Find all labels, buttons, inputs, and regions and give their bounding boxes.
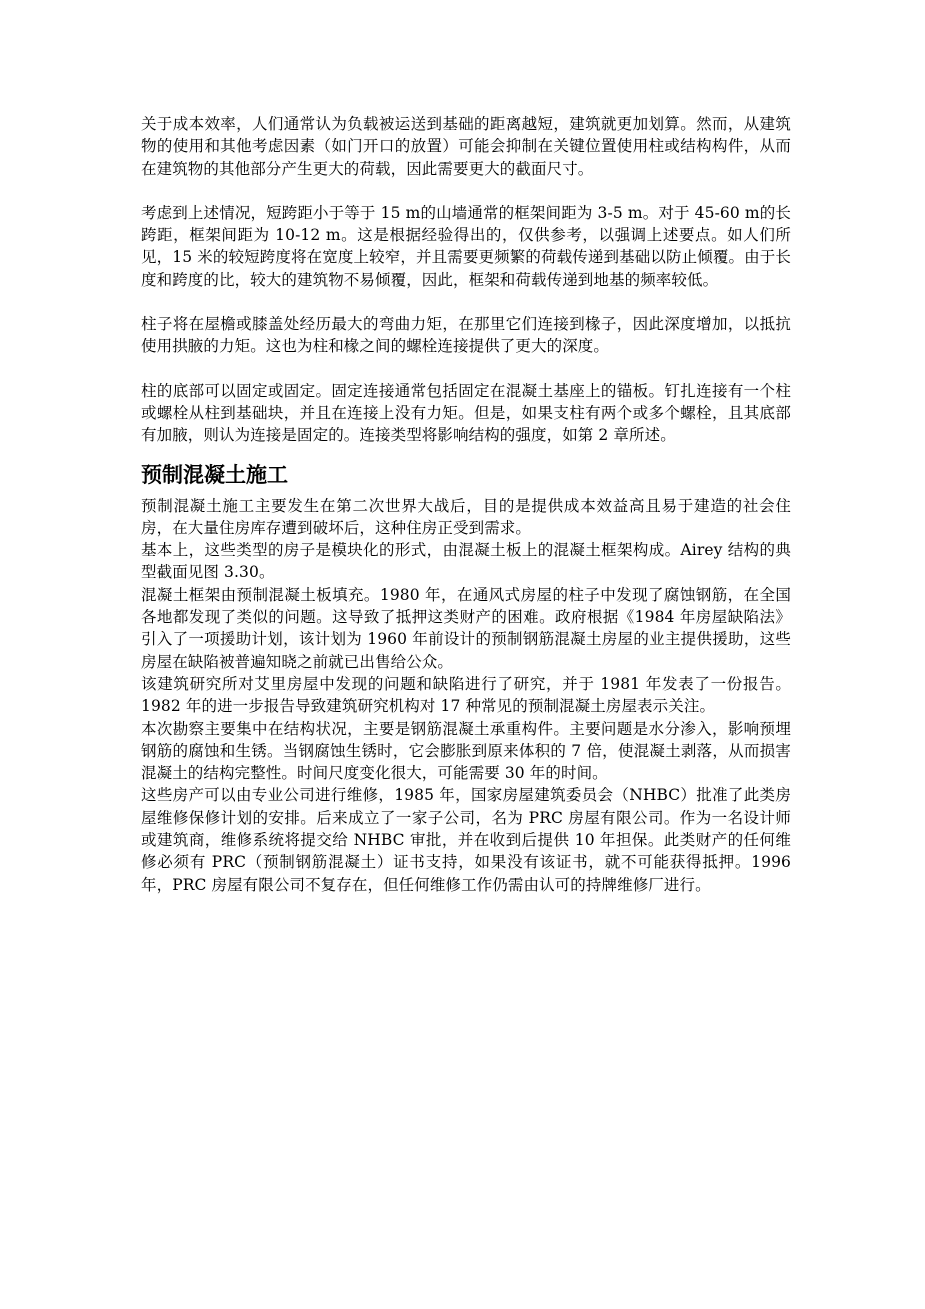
paragraph-frame-spacing: 考虑到上述情况，短跨距小于等于 15 m的山墙通常的框架间距为 3-5 m。对于 45-60 m的长跨距，框架间距为 10-12 m。这是根据经验得出的，仅供参考，以强调上述要点。如人们所见，15 米的较短跨度将在宽度上较窄，并且需要更频繁的荷载传递到基础以防止倾覆。由于长度和跨度的比，较大的建筑物不易倾覆，因此，框架和荷载传递到地基的频率较低。: [141, 203, 791, 289]
paragraph-research-report: 该建筑研究所对艾里房屋中发现的问题和缺陷进行了研究，并于 1981 年发表了一份报告。1982 年的进一步报告导致建筑研究机构对 17 种常见的预制混凝土房屋表示关注。: [141, 674, 791, 716]
paragraph-modular-form: 基本上，这些类型的房子是模块化的形式，由混凝土板上的混凝土框架构成。Airey 结构的典型截面见图 3.30。: [141, 541, 791, 582]
document-page: [141, 113, 791, 896]
paragraph-column-base: 柱的底部可以固定或固定。固定连接通常包括固定在混凝土基座上的锚板。钉扎连接有一个柱或螺栓从柱到基础块，并且在连接上没有力矩。但是，如果支柱有两个或多个螺栓，且其底部有加腋，则认为连接是固定的。连接类型将影响结构的强度，如第 2 章所述。: [141, 381, 791, 445]
section-heading: 预制混凝土施工: [141, 462, 288, 487]
paragraph-survey: 本次勘察主要集中在结构状况，主要是钢筋混凝土承重构件。主要问题是水分渗入，影响预埋钢筋的腐蚀和生锈。当钢腐蚀生锈时，它会膨胀到原来体积的 7 倍，使混凝土剥落，从而损害混凝土的结构完整性。时间尺度变化很大，可能需要 30 年的时间。: [141, 719, 791, 783]
paragraph-cost-efficiency: 关于成本效率，人们通常认为负载被运送到基础的距离越短，建筑就更加划算。然而，从建筑物的使用和其他考虑因素（如门开口的放置）可能会抑制在关键位置使用柱或结构构件，从而在建筑物的其他部分产生更大的荷载，因此需要更大的截面尺寸。: [141, 115, 791, 178]
paragraph-concrete-frame: 混凝土框架由预制混凝土板填充。1980 年，在通风式房屋的柱子中发现了腐蚀钢筋，在全国各地都发现了类似的问题。这导致了抵押这类财产的困难。政府根据《1984 年房屋缺陷法》引入了一项援助计划，该计划为 1960 年前设计的预制钢筋混凝土房屋的业主提供援助，这些房屋在缺陷被普遍知晓之前就已出售给公众。: [141, 585, 791, 671]
paragraph-precast-history: 预制混凝土施工主要发生在第二次世界大战后，目的是提供成本效益高且易于建造的社会住房，在大量住房库存遭到破坏后，这种住房正受到需求。: [141, 496, 791, 537]
paragraph-repairs: 这些房产可以由专业公司进行维修，1985 年，国家房屋建筑委员会（NHBC）批准了此类房屋维修保修计划的安排。后来成立了一家子公司，名为 PRC 房屋有限公司。作为一名设计师或建筑商，维修系统将提交给 NHBC 审批，并在收到后提供 10 年担保。此类财产的任何维修必须有 PRC（预制钢筋混凝土）证书支持，如果没有该证书，就不可能获得抵押。1996 年，PRC 房屋有限公司不复存在，但任何维修工作仍需由认可的持牌维修厂进行。: [141, 786, 791, 894]
paragraph-column-moment: 柱子将在屋檐或膝盖处经历最大的弯曲力矩，在那里它们连接到椽子，因此深度增加，以抵抗使用拱腋的力矩。这也为柱和椽之间的螺栓连接提供了更大的深度。: [141, 315, 791, 356]
